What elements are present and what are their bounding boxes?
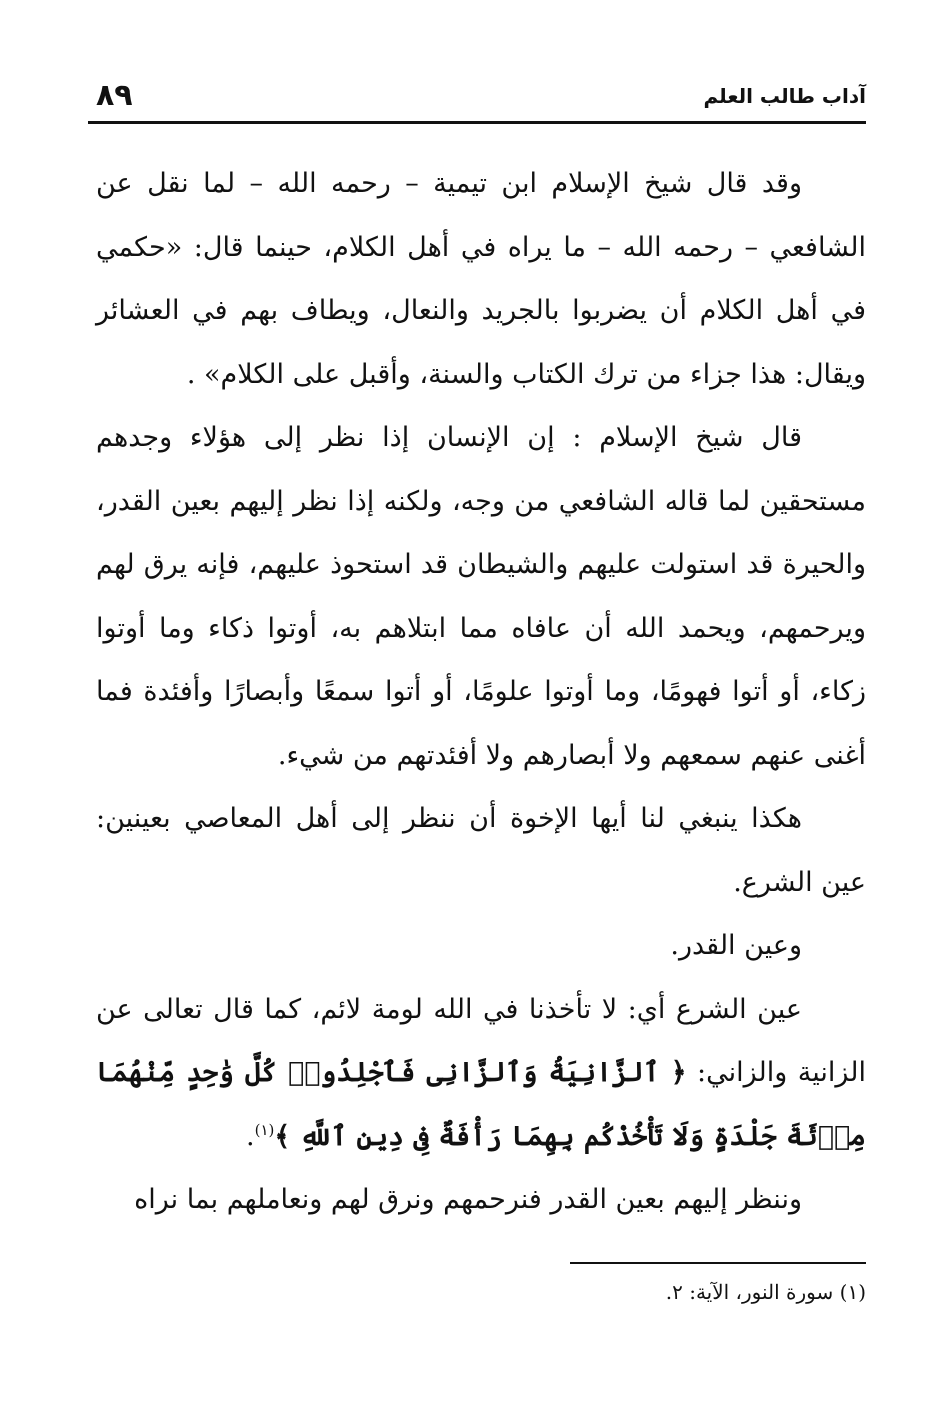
paragraph-text: عين الشرع أي: لا تأخذنا في الله لومة لائم، كما قال تعالى عن الزانية والزاني: [96, 993, 866, 1088]
footnote: (١) سورة النور، الآية: ٢. [665, 1280, 866, 1304]
quran-verse: ﴿ ٱلزَّانِيَةُ وَٱلزَّانِى فَٱجْلِدُوا۟ كُلَّ وَٰحِدٍ مِّنْهُمَا مِا۟ئَةَ جَلْدَةٍ وَلَا تَأْخُذْكُم بِهِمَا رَأْفَةٌ فِى دِينِ ٱللَّهِ ﴾ [96, 1057, 866, 1152]
paragraph-eye-of-qadar: وعين القدر. [670, 930, 802, 961]
header-rule [88, 121, 866, 124]
paragraph-sheikh-al-islam: قال شيخ الإسلام : إن الإنسان إذا نظر إلى هؤلاء وجدهم مستحقين لما قاله الشافعي من وجه، ولكنه إذا نظر إليهم بعين القدر، والحيرة قد استولت عليهم والشيطان قد استحوذ عليهم، فإنه يرق لهم ويرحمهم، ويحمد الله أن عافاه مما ابتلاهم به، أوتوا ذكاء وما أوتوا زكاء، أو أتوا فهومًا، وما أوتوا علومًا، أو أتوا سمعًا وأبصارًا وأفئدة فما أغنى عنهم سمعهم ولا أبصارهم ولا أفئدتهم من شيء. [96, 422, 866, 771]
page-number: ٨٩ [96, 78, 133, 113]
footnote-reference: (١) [254, 1120, 275, 1139]
running-title: آداب طالب العلم [703, 84, 866, 108]
footnote-rule [570, 1262, 866, 1264]
paragraph-ibn-taymiyyah-quote: وقد قال شيخ الإسلام ابن تيمية – رحمه الله – لما نقل عن الشافعي – رحمه الله – ما يراه في أهل الكلام، حينما قال: «حكمي في أهل الكلام أن يضربوا بالجريد والنعال، ويطاف بهم في العشائر ويقال: هذا جزاء من ترك الكتاب والسنة، وأقبل على الكلام» . [96, 168, 866, 390]
page-header [88, 78, 866, 122]
paragraph-eye-of-shar [96, 978, 866, 1169]
main-text [96, 152, 866, 1232]
paragraph-two-eyes: هكذا ينبغي لنا أيها الإخوة أن ننظر إلى أهل المعاصي بعينين: عين الشرع. [96, 803, 866, 898]
paragraph-text-end: . [246, 1120, 255, 1152]
paragraph-mercy: وننظر إليهم بعين القدر فنرحمهم ونرق لهم ونعاملهم بما نراه [134, 1184, 802, 1215]
